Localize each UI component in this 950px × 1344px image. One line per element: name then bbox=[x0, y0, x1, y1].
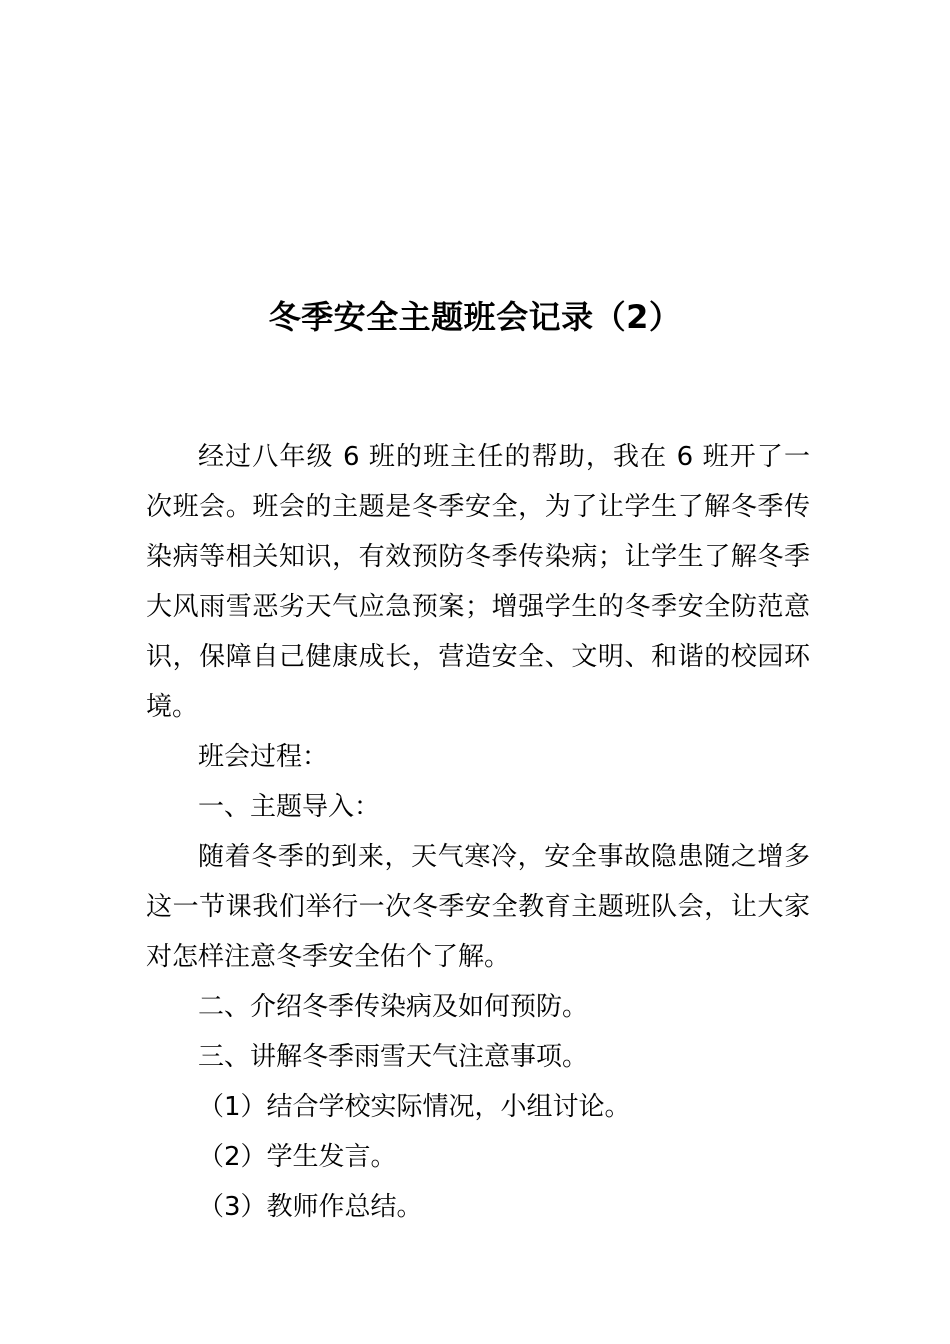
paragraph-section-2: 二、介绍冬季传染病及如何预防。 bbox=[198, 992, 589, 1022]
document-title: 冬季安全主题班会记录（2） bbox=[268, 298, 682, 336]
paragraph-item-3: （3）教师作总结。 bbox=[198, 1192, 423, 1222]
paragraph-section-1-text: 随着冬季的到来，天气寒冷，安全事故隐患随之增多这一节课我们举行一次冬季安全教育主题班队会，让大家对怎样注意冬季安全佑个了解。 bbox=[146, 842, 810, 972]
paragraph-intro: 经过八年级 6 班的班主任的帮助，我在 6 班开了一次班会。班会的主题是冬季安全，为了让学生了解冬季传染病等相关知识，有效预防冬季传染病；让学生了解冬季大风雨雪恶劣天气应急预案；增强学生的冬季安全防范意识，保障自己健康成长，营造安全、文明、和谐的校园环境。 bbox=[146, 442, 810, 722]
paragraph-section-3: 三、讲解冬季雨雪天气注意事项。 bbox=[198, 1042, 589, 1072]
document-body bbox=[146, 432, 810, 1232]
paragraph-item-2: （2）学生发言。 bbox=[198, 1142, 397, 1172]
paragraph-item-1: （1）结合学校实际情况，小组讨论。 bbox=[198, 1092, 631, 1122]
paragraph-section-1-heading: 一、主题导入： bbox=[198, 792, 381, 822]
paragraph-process-heading: 班会过程： bbox=[198, 742, 329, 772]
